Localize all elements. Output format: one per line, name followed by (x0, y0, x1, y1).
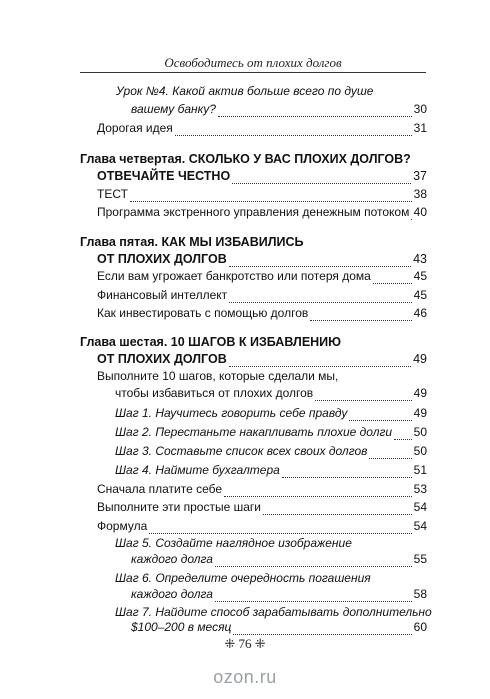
step5-line1: Шаг 5. Создайте наглядное изображение (115, 536, 352, 550)
dot-leader (310, 310, 411, 321)
toc-entry (97, 287, 427, 303)
chapter4-title-line2: ОТВЕЧАЙТЕ ЧЕСТНО (97, 169, 231, 183)
page-number: 50 (413, 444, 427, 458)
entry-label: Формула (97, 519, 148, 533)
dot-leader (349, 410, 411, 421)
chapter5-title-line1: Глава пятая. КАК МЫ ИЗБАВИЛИСЬ (80, 235, 304, 249)
page-footer (0, 636, 490, 652)
page-number: 49 (413, 386, 427, 400)
entry-label: Если вам угрожает банкротство или потеря дома (97, 269, 371, 283)
chapter4-title-line1: Глава четвертая. СКОЛЬКО У ВАС ПЛОХИХ ДОЛГОВ? (80, 152, 411, 166)
toc-entry (97, 518, 427, 534)
dot-leader (315, 390, 411, 401)
step7-line2: $100–200 в месяц (131, 620, 232, 634)
dot-leader (229, 292, 412, 303)
step5-line2: каждого долга (131, 552, 213, 566)
page-number: 37 (413, 169, 427, 183)
toc-entry (97, 186, 427, 202)
page-number: 50 (413, 425, 427, 439)
ornament-right: ⁜ (254, 636, 266, 651)
step6-line1: Шаг 6. Определите очередность погашения (115, 571, 371, 585)
toc-entry (97, 305, 427, 321)
page-number: 45 (413, 288, 427, 302)
do10-line2: чтобы избавиться от плохих долгов (115, 386, 314, 400)
entry-label: Сначала платите себе (97, 482, 223, 496)
page-number: 40 (413, 205, 427, 219)
dot-leader (215, 591, 412, 602)
step6-line2: каждого долга (131, 587, 213, 601)
dot-leader (233, 624, 411, 635)
lesson4-line2: вашему банку? (131, 102, 216, 116)
toc-entry-lesson4 (131, 101, 427, 117)
entry-label: Шаг 1. Научитесь говорить себе правду (115, 406, 348, 420)
entry-label: Выполните эти простые шаги (97, 500, 261, 514)
header-rule (80, 72, 426, 73)
entry-label: Шаг 3. Составьте список всех своих долгов (115, 444, 368, 458)
running-head: Освободитесь от плохих долгов (164, 55, 342, 70)
toc-entry (97, 499, 427, 515)
entry-label: ТЕСТ (97, 187, 128, 201)
entry-label: Программа экстренного управления денежным потоком (97, 205, 410, 219)
toc-entry-chapter6 (97, 351, 427, 367)
entry-label: Как инвестировать с помощью долгов (97, 306, 309, 320)
toc-entry-expensive-idea (97, 120, 427, 136)
chapter6-title-line2: ОТ ПЛОХИХ ДОЛГОВ (97, 352, 227, 366)
do10-line1: Выполните 10 шагов, которые сделали мы, (97, 369, 339, 383)
toc-entry-step (115, 443, 427, 459)
page-number: 46 (413, 306, 427, 320)
dot-leader (369, 448, 411, 459)
entry-label: Шаг 2. Перестаньте накапливать плохие долги (115, 425, 393, 439)
dot-leader (218, 106, 412, 117)
toc-entry-step (115, 405, 427, 421)
toc-entry-step (115, 462, 427, 478)
page-number: 45 (413, 269, 427, 283)
dot-leader (149, 523, 411, 534)
dot-leader (394, 429, 412, 440)
page-number: 60 (413, 620, 427, 634)
toc-entry-step (115, 424, 427, 440)
dot-leader (224, 486, 412, 497)
dot-leader (229, 356, 411, 367)
step7-line1: Шаг 7. Найдите способ зарабатывать дополнительно (115, 605, 432, 619)
watermark: ozon.ru (213, 667, 277, 687)
page-number: 30 (413, 102, 427, 116)
toc-entry-step7 (131, 619, 427, 635)
toc-entry (97, 481, 427, 497)
entry-label: Шаг 4. Наймите бухгалтера (115, 463, 280, 477)
page-number: 51 (413, 463, 427, 477)
lesson4-line1: Урок №4. Какой актив больше всего по душе (116, 84, 374, 98)
entry-label: Финансовый интеллект (97, 288, 228, 302)
page-number: 55 (413, 552, 427, 566)
folio: 76 (238, 636, 252, 651)
dot-leader (232, 173, 411, 184)
page-number: 31 (413, 121, 427, 135)
page-number: 38 (413, 187, 427, 201)
entry-label: Дорогая идея (97, 121, 173, 135)
toc-entry-chapter5 (97, 251, 427, 267)
toc-entry-chapter4 (97, 168, 427, 184)
dot-leader (215, 556, 412, 567)
dot-leader (373, 273, 412, 284)
toc-entry (97, 204, 427, 220)
dot-leader (130, 191, 412, 202)
chapter5-title-line2: ОТ ПЛОХИХ ДОЛГОВ (97, 252, 227, 266)
dot-leader (175, 125, 412, 136)
dot-leader (229, 256, 411, 267)
page-number: 54 (413, 519, 427, 533)
toc-entry-step5 (131, 551, 427, 567)
ornament-left: ⁜ (224, 636, 236, 651)
page-number: 49 (413, 352, 427, 366)
page-number: 49 (413, 406, 427, 420)
page-number: 53 (413, 482, 427, 496)
dot-leader (263, 504, 412, 515)
toc-entry-step6 (131, 586, 427, 602)
page-number: 58 (413, 587, 427, 601)
page-number: 54 (413, 500, 427, 514)
chapter6-title-line1: Глава шестая. 10 ШАГОВ К ИЗБАВЛЕНИЮ (80, 335, 342, 349)
dot-leader (282, 467, 412, 478)
toc-entry (97, 268, 427, 284)
toc-entry-do10 (115, 385, 427, 401)
page-number: 43 (413, 252, 427, 266)
